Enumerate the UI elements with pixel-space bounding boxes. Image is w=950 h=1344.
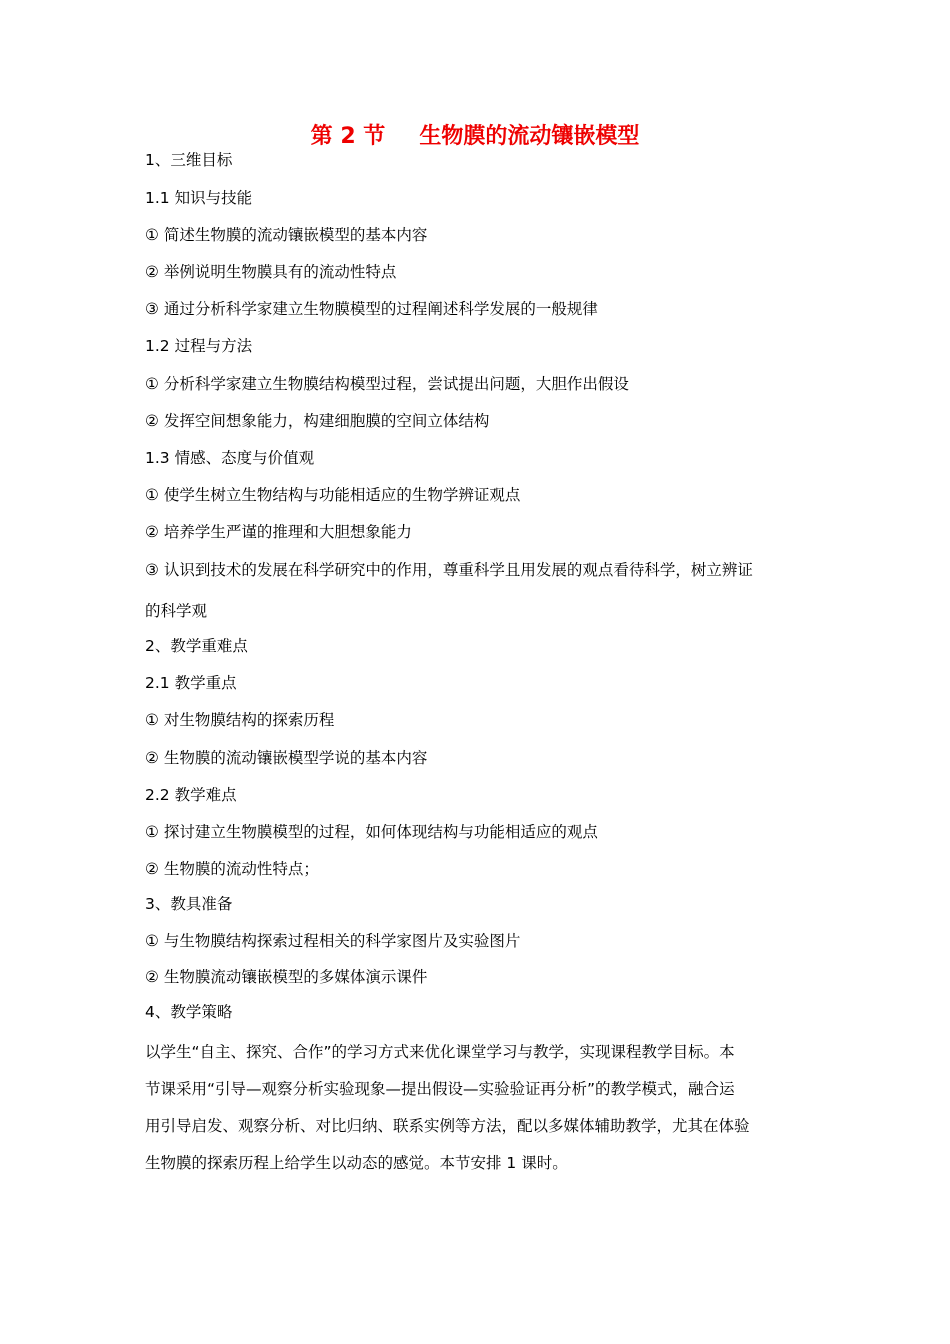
- list-item: ① 分析科学家建立生物膜结构模型过程，尝试提出问题，大胆作出假设: [145, 375, 629, 393]
- paragraph-line: 生物膜的探索历程上给学生以动态的感觉。本节安排 1 课时。: [145, 1154, 568, 1172]
- list-item: ② 培养学生严谨的推理和大胆想象能力: [145, 523, 412, 541]
- list-item: ② 举例说明生物膜具有的流动性特点: [145, 263, 397, 281]
- list-item: ① 与生物膜结构探索过程相关的科学家图片及实验图片: [145, 932, 521, 950]
- paragraph-line: 用引导启发、观察分析、对比归纳、联系实例等方法，配以多媒体辅助教学，尤其在体验: [145, 1117, 750, 1135]
- strategy-paragraph: [145, 1034, 807, 1182]
- subheading-2-1: 2.1 教学重点: [145, 674, 237, 692]
- paragraph-line: 节课采用“引导—观察分析实验现象—提出假设—实验验证再分析”的教学模式，融合运: [145, 1080, 735, 1098]
- heading-1: 1、三维目标: [145, 151, 233, 169]
- heading-3: 3、教具准备: [145, 895, 233, 913]
- page-title: [0, 121, 950, 153]
- list-item: ③ 认识到技术的发展在科学研究中的作用，尊重科学且用发展的观点看待科学，树立辨证: [145, 561, 753, 579]
- subheading-1-1: 1.1 知识与技能: [145, 189, 253, 207]
- heading-4: 4、教学策略: [145, 1003, 233, 1021]
- subheading-1-2: 1.2 过程与方法: [145, 337, 253, 355]
- title-name: 生物膜的流动镶嵌模型: [419, 124, 640, 149]
- list-item: ③ 通过分析科学家建立生物膜模型的过程阐述科学发展的一般规律: [145, 300, 598, 318]
- subheading-2-2: 2.2 教学难点: [145, 786, 237, 804]
- list-item: ① 简述生物膜的流动镶嵌模型的基本内容: [145, 226, 428, 244]
- subheading-1-3: 1.3 情感、态度与价值观: [145, 449, 315, 467]
- title-section: 第 2 节: [310, 124, 386, 149]
- list-item: ① 对生物膜结构的探索历程: [145, 711, 335, 729]
- list-item-continuation: 的科学观: [145, 602, 208, 620]
- list-item: ① 探讨建立生物膜模型的过程，如何体现结构与功能相适应的观点: [145, 823, 598, 841]
- list-item: ② 生物膜的流动镶嵌模型学说的基本内容: [145, 749, 428, 767]
- paragraph-line: 以学生“自主、探究、合作”的学习方式来优化课堂学习与教学，实现课程教学目标。本: [145, 1043, 735, 1061]
- list-item: ① 使学生树立生物结构与功能相适应的生物学辨证观点: [145, 486, 521, 504]
- list-item: ② 生物膜流动镶嵌模型的多媒体演示课件: [145, 968, 428, 986]
- list-item: ② 生物膜的流动性特点；: [145, 860, 319, 878]
- list-item: ② 发挥空间想象能力，构建细胞膜的空间立体结构: [145, 412, 490, 430]
- heading-2: 2、教学重难点: [145, 637, 248, 655]
